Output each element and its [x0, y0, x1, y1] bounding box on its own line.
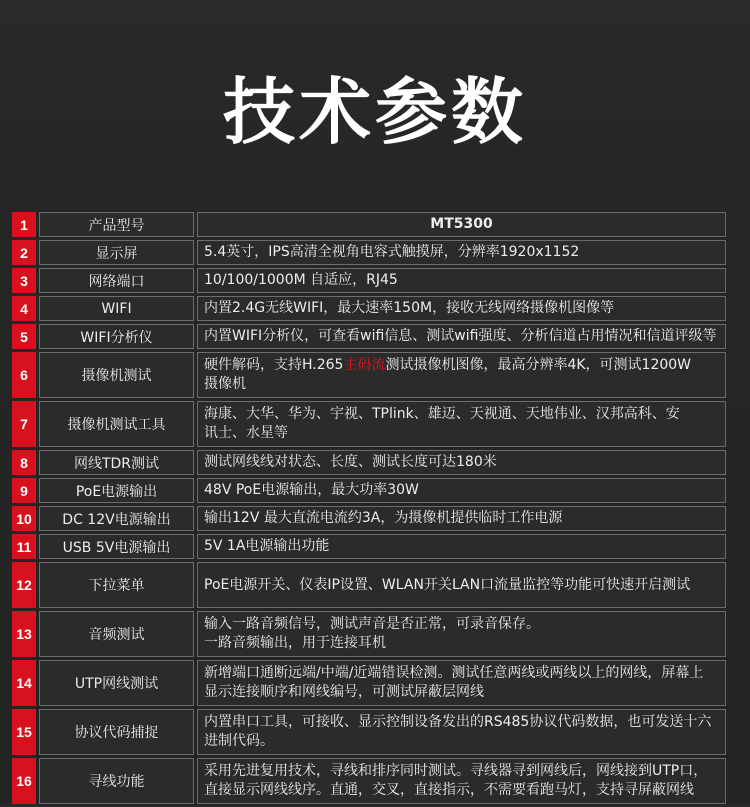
row-number: 4 — [12, 296, 36, 321]
row-value: 10/100/1000M 自适应，RJ45 — [197, 268, 726, 293]
row-value: 5V 1A电源输出功能 — [197, 534, 726, 559]
row-label: USB 5V电源输出 — [39, 534, 194, 559]
table-row — [12, 240, 726, 265]
row-label: 网线TDR测试 — [39, 450, 194, 475]
row-label: 摄像机测试 — [39, 352, 194, 398]
table-row — [12, 758, 726, 804]
row-number: 3 — [12, 268, 36, 293]
row-label: 寻线功能 — [39, 758, 194, 804]
row-value: 48V PoE电源输出，最大功率30W — [197, 478, 726, 503]
page-title: 技术参数 — [222, 70, 527, 154]
row-value: 5.4英寸，IPS高清全视角电容式触摸屏，分辨率1920x1152 — [197, 240, 726, 265]
row-label: 显示屏 — [39, 240, 194, 265]
table-row — [12, 534, 726, 559]
row-number: 1 — [12, 212, 36, 237]
table-row — [12, 478, 726, 503]
row-value: 新增端口通断远端/中端/近端错误检测。测试任意两线或两线以上的网线，屏幕上 显示连接顺序和网线编号，可测试屏蔽层网线 — [197, 660, 726, 706]
table-row — [12, 611, 726, 657]
row-label: UTP网线测试 — [39, 660, 194, 706]
table-row — [12, 268, 726, 293]
row-number: 8 — [12, 450, 36, 475]
table-row — [12, 296, 726, 321]
row-number: 12 — [12, 562, 36, 608]
row-number: 5 — [12, 324, 36, 349]
row-label: 下拉菜单 — [39, 562, 194, 608]
row-label: WIFI — [39, 296, 194, 321]
table-row — [12, 212, 726, 237]
table-row — [12, 660, 726, 706]
row-value: PoE电源开关、仪表IP设置、WLAN开关LAN口流量监控等功能可快速开启测试 — [197, 562, 726, 608]
row-number: 15 — [12, 709, 36, 755]
row-label: 音频测试 — [39, 611, 194, 657]
table-row — [12, 709, 726, 755]
row-value: 测试网线线对状态、长度、测试长度可达180米 — [197, 450, 726, 475]
table-row — [12, 352, 726, 398]
row-value: 硬件解码，支持H.265主码流测试摄像机图像，最高分辨率4K，可测试1200W 摄像机 — [197, 352, 726, 398]
spec-table — [12, 212, 726, 807]
row-number: 11 — [12, 534, 36, 559]
row-number: 2 — [12, 240, 36, 265]
row-label: 网络端口 — [39, 268, 194, 293]
table-row — [12, 324, 726, 349]
row-value: 输出12V 最大直流电流约3A，为摄像机提供临时工作电源 — [197, 506, 726, 531]
row-value: 输入一路音频信号，测试声音是否正常，可录音保存。 一路音频输出，用于连接耳机 — [197, 611, 726, 657]
row-label: DC 12V电源输出 — [39, 506, 194, 531]
table-row — [12, 562, 726, 608]
row-label: PoE电源输出 — [39, 478, 194, 503]
row-label: 协议代码捕捉 — [39, 709, 194, 755]
row-number: 13 — [12, 611, 36, 657]
highlight-text: 主码流 — [343, 357, 386, 373]
row-number: 16 — [12, 758, 36, 804]
row-value: 采用先进复用技术，寻线和排序同时测试。寻线器寻到网线后，网线接到UTP口， 直接显示网线线序。直通，交叉，直接指示，不需要看跑马灯，支持寻屏蔽网线 — [197, 758, 726, 804]
table-row — [12, 401, 726, 447]
row-value: 海康、大华、华为、宇视、TPlink、雄迈、天视通、天地伟业、汉邦高科、安 讯士、水星等 — [197, 401, 726, 447]
table-row — [12, 506, 726, 531]
row-number: 6 — [12, 352, 36, 398]
row-value: 内置串口工具，可接收、显示控制设备发出的RS485协议代码数据，也可发送十六 进制代码。 — [197, 709, 726, 755]
row-label: 摄像机测试工具 — [39, 401, 194, 447]
row-number: 10 — [12, 506, 36, 531]
row-label: 产品型号 — [39, 212, 194, 237]
row-value: 内置WIFI分析仪，可查看wifi信息、测试wifi强度、分析信道占用情况和信道评级等 — [197, 324, 726, 349]
row-number: 9 — [12, 478, 36, 503]
row-label: WIFI分析仪 — [39, 324, 194, 349]
row-value: 内置2.4G无线WIFI，最大速率150M，接收无线网络摄像机图像等 — [197, 296, 726, 321]
row-number: 14 — [12, 660, 36, 706]
row-number: 7 — [12, 401, 36, 447]
row-value: MT5300 — [197, 212, 726, 237]
table-row — [12, 450, 726, 475]
